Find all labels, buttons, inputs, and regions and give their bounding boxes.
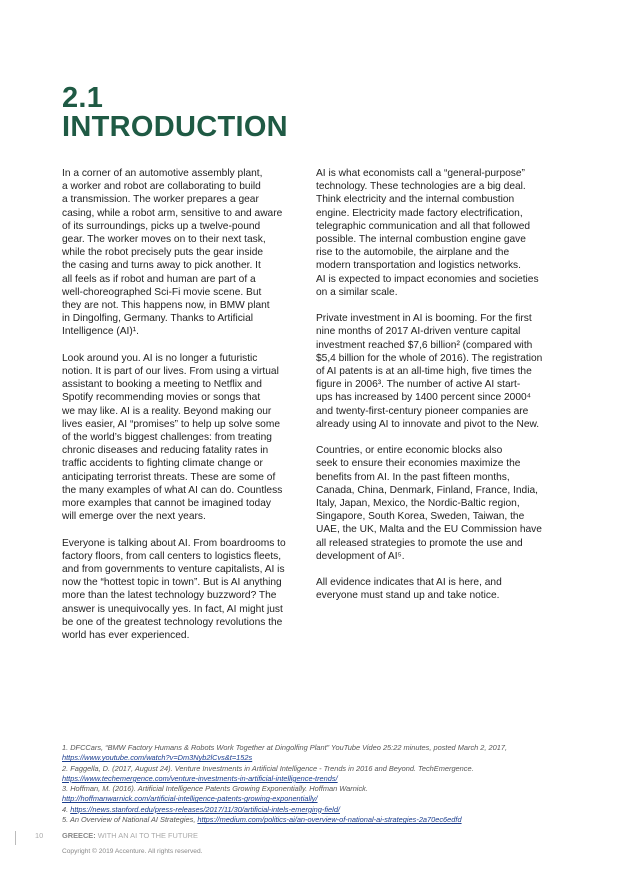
- paragraph: In a corner of an automotive assembly plant, a worker and robot are collaborating to build a transmission. The worker prepares a gear casing, while a robot arm, sensitive to and aware of its surroundings, picks up a twelve-pound gear. The worker moves on to their next task, while the robot precisely puts the gear inside the casing and turns away to pick another. It all feels as if robot and human are part of a well-choreographed Sci-Fi movie scene. But they are not. This happens now, in BMW plant in Dingolfing, Germany. Thanks to Artificial Intelligence (AI)¹.: [62, 168, 283, 338]
- footnote-line: [62, 764, 582, 774]
- footnote-link[interactable]: https://www.youtube.com/watch?v=Dm3Nyb2lCvs&t=152s: [62, 753, 253, 763]
- footnote-link[interactable]: https://medium.com/politics-ai/an-overview-of-national-ai-strategies-2a70ec6edfd: [197, 815, 462, 825]
- section-heading: [62, 84, 288, 142]
- footnote-line: [62, 743, 582, 753]
- paragraph: Countries, or entire economic blocks also seek to ensure their economies maximize the benefits from AI. In the past fifteen months, Canada, China, Denmark, Finland, France, India, Italy, Japan, Mexico, the Nordic-Baltic region, Singapore, South Korea, Sweden, Taiwan, the UAE, the UK, Malta and the EU Commission have all released strategies to promote the use and development of AI⁵.: [316, 445, 542, 562]
- page-number: 10: [35, 831, 44, 840]
- footnote-link[interactable]: https://www.techemergence.com/venture-investments-in-artificial-intelligence-trends/: [62, 773, 338, 783]
- footnote-text: 2. Faggella, D. (2017, August 24). Venture Investments in Artificial Intelligence - Trends in 2016 and Beyond. TechEmergence.: [62, 763, 474, 773]
- footer-brand: GREECE:: [62, 831, 96, 840]
- footnote-line: [62, 753, 582, 763]
- footer-divider: [15, 831, 16, 845]
- footnote-text: 1. DFCCars, “BMW Factory Humans & Robots Work Together at Dingolfing Plant” YouTube Video 25:22 minutes, posted March 2, 2017,: [62, 743, 508, 752]
- paragraph: Private investment in AI is booming. For the first nine months of 2017 AI-driven venture capital investment reached $7,6 billion² (compared with $5,4 billion for the whole of 2016). The registration of AI patents is at an all-time high, five times the figure in 2006³. The number of active AI start- ups has increased by 1400 percent since 2000⁴ and twenty-first-century pioneer companies are already using AI to innovate and pivot to the New.: [316, 313, 543, 430]
- left-column: [62, 167, 307, 655]
- running-footer: [62, 831, 198, 840]
- footnote-text: 3. Hoffman, M. (2016). Artificial Intelligence Patents Growing Exponentially. Hoffman Warnick.: [62, 784, 368, 794]
- section-number: 2.1: [62, 82, 104, 114]
- footnote-line: [62, 774, 582, 784]
- footnote-text: 4.: [62, 804, 71, 814]
- copyright: Copyright © 2019 Accenture. All rights reserved.: [62, 848, 203, 855]
- footnote-line: [62, 794, 582, 804]
- footnotes: [62, 743, 582, 825]
- footnote-text: 5. An Overview of National AI Strategies,: [62, 815, 198, 825]
- footnote-line: [62, 805, 582, 815]
- paragraph: AI is what economists call a “general-purpose” technology. These technologies are a big deal. Think electricity and the internal combustion engine. Electricity made factory electrification, telegraphic communication and all that followed possible. The internal combustion engine gave rise to the automobile, the airplane and the modern transportation and logistics networks. AI is expected to impact economies and societies on a similar scale.: [316, 168, 539, 298]
- paragraph: All evidence indicates that AI is here, and everyone must stand up and take notice.: [316, 577, 502, 602]
- footnote-link[interactable]: http://hoffmanwarnick.com/artificial-intelligence-patents-growing-exponentially/: [62, 794, 318, 804]
- footnote-line: [62, 784, 582, 794]
- footnote-line: [62, 815, 582, 825]
- paragraph: Look around you. AI is no longer a futuristic notion. It is part of our lives. From using a virtual assistant to booking a meeting to Netflix and Spotify recommending movies or songs that we may like. AI is a reality. Beyond making our lives easier, AI “promises” to help up solve some of the world’s biggest challenges: from treating chronic diseases and reducing fatality rates in traffic accidents to fighting climate change or anticipating terrorist threats. These are some of the many examples of what AI can do. Countless more examples that cannot be imagined today will emerge over the next years.: [62, 352, 283, 523]
- paragraph: Everyone is talking about AI. From boardrooms to factory floors, from call centers to logistics fleets, and from governments to venture capitalists, AI is now the “hottest topic in town”. But is AI anything more than the latest technology buzzword? The answer is unequivocally yes. In fact, AI might just be one of the greatest technology revolutions the world has ever experienced.: [62, 537, 286, 642]
- footer-section: WITH AN AI TO THE FUTURE: [95, 831, 198, 840]
- right-column: [316, 167, 561, 616]
- section-title: INTRODUCTION: [62, 111, 288, 143]
- footnote-link[interactable]: https://news.stanford.edu/press-releases/2017/11/30/artificial-intels-emerging-field/: [70, 804, 340, 814]
